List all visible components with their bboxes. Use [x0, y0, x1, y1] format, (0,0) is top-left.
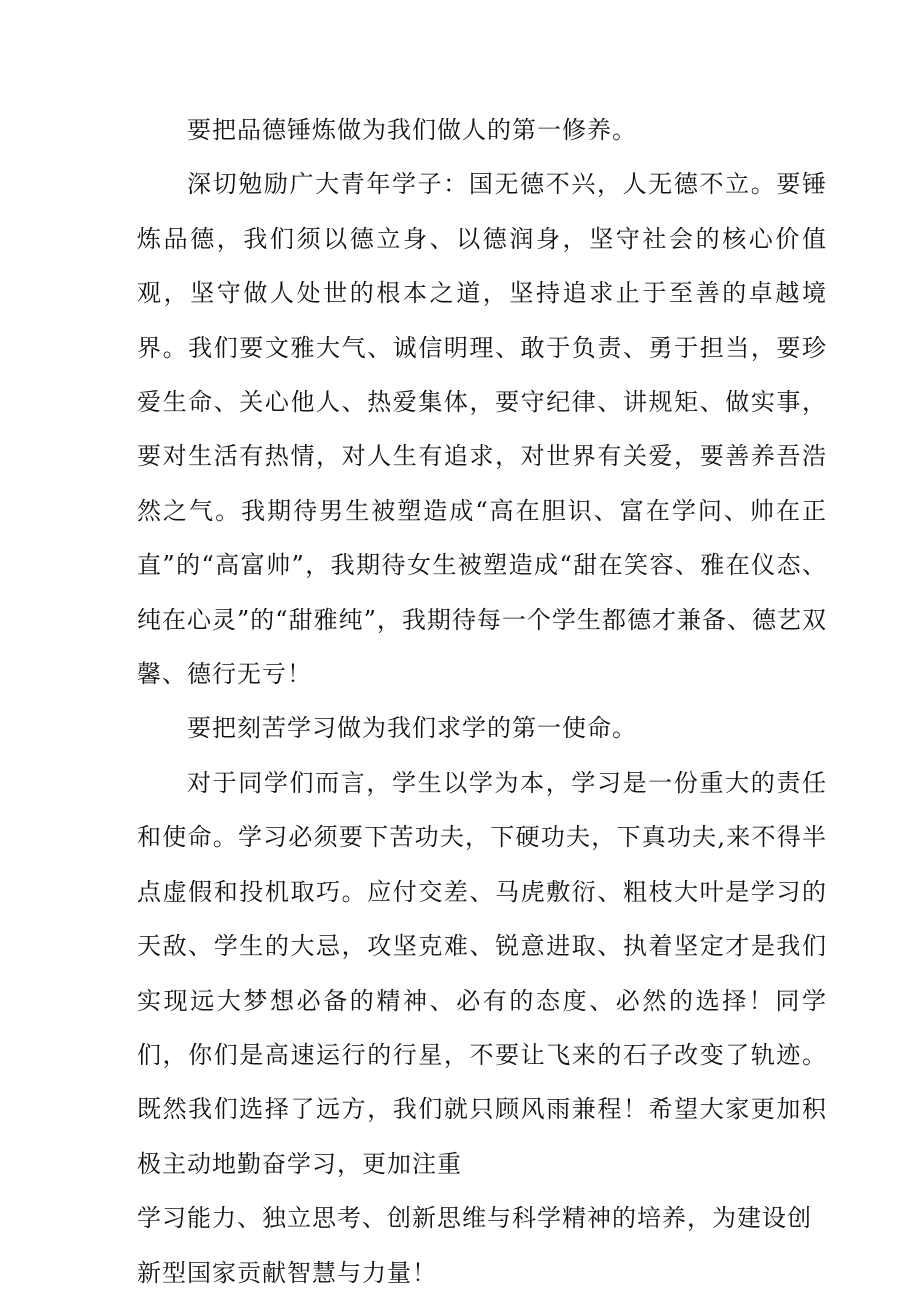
section-heading-study: 要把刻苦学习做为我们求学的第一使命。: [187, 714, 637, 743]
paragraph-study: 对于同学们而言，学生以学为本，学习是一份重大的责任和使命。学习必须要下苦功夫，下硬功夫，下真功夫,来不得半点虚假和投机取巧。应付交差、马虎敷衍、粗枝大叶是学习的天敌、学生的大忌，攻坚克难、锐意进取、执着坚定才是我们实现远大梦想必备的精神、必有的态度、必然的选择！同学们，你们是高速运行的行星，不要让飞来的石子改变了轨迹。既然我们选择了远方，我们就只顾风雨兼程！希望大家更加积极主动地勤奋学习，更加注重: [137, 768, 827, 1178]
paragraph-study-continued: 学习能力、独立思考、创新思维与科学精神的培养，为建设创新型国家贡献智慧与力量！: [137, 1204, 812, 1287]
section-heading-morality: 要把品德锤炼做为我们做人的第一修养。: [187, 116, 637, 144]
paragraph-morality: 深切勉励广大青年学子：国无德不兴，人无德不立。要锤炼品德，我们须以德立身、以德润身，坚守社会的核心价值观，坚守做人处世的根本之道，坚持追求止于至善的卓越境界。我们要文雅大气、诚信明理、敢于负责、勇于担当，要珍爱生命、关心他人、热爱集体，要守纪律、讲规矩、做实事，要对生活有热情，对人生有追求，对世界有关爱，要善养吾浩然之气。我期待男生被塑造成“高在胆识、富在学问、帅在正直”的“高富帅”，我期待女生被塑造成“甜在笑容、雅在仪态、纯在心灵”的“甜雅纯”，我期待每一个学生都德才兼备、德艺双馨、德行无亏！: [137, 170, 827, 689]
document-body: [137, 103, 827, 1300]
